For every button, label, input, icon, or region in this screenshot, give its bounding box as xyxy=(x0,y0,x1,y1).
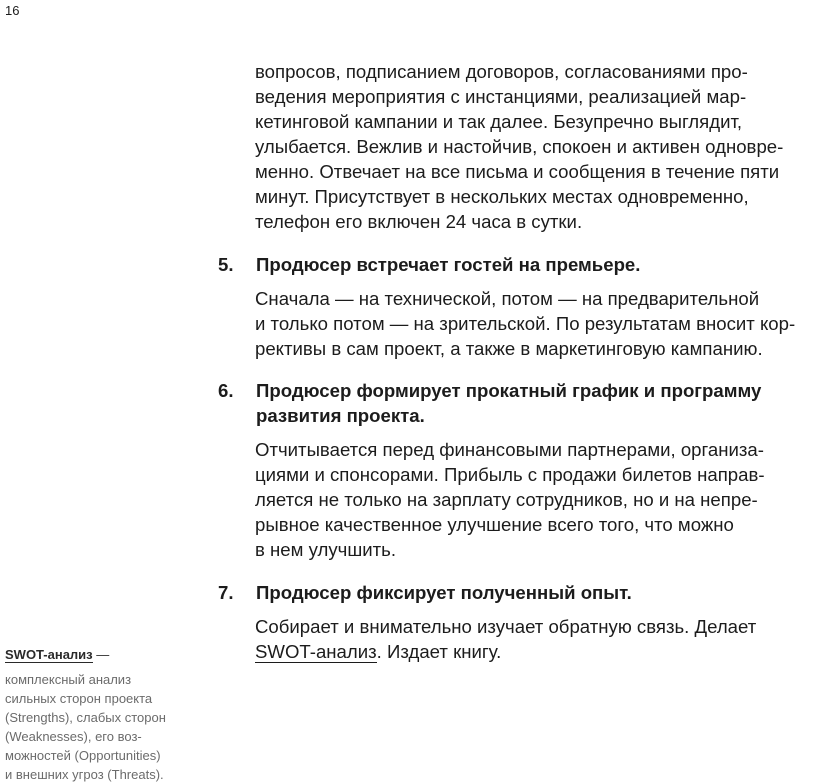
text-line: в нем улучшить. xyxy=(255,539,396,560)
text-line: менно. Отвечает на все письма и сообщения в течение пяти xyxy=(255,161,780,182)
sidenote-line: сильных сторон проекта xyxy=(5,691,153,706)
sidenote-term: SWOT-анализ xyxy=(5,647,93,662)
title-line: Продюсер формирует прокатный график и программу xyxy=(256,380,762,401)
sidenote-heading xyxy=(5,645,205,664)
sidenote-line: комплексный анализ xyxy=(5,672,132,687)
text-line: рывное качественное улучшение всего того, что можно xyxy=(255,514,734,535)
link-trailing-text: . Издает книгу. xyxy=(376,641,502,662)
page-number: 16 xyxy=(5,3,20,18)
text-line: минут. Присутствует в нескольких местах одновременно, xyxy=(255,186,749,207)
text-line: кетинговой кампании и так далее. Безупречно выглядит, xyxy=(255,111,743,132)
title-line: Продюсер фиксирует полученный опыт. xyxy=(256,582,632,603)
text-line: циями и спонсорами. Прибыль с продажи билетов направ- xyxy=(255,464,765,485)
text-line: Сначала — на технической, потом — на предварительной xyxy=(255,288,760,309)
list-item-body-6 xyxy=(255,437,815,562)
text-line-with-link xyxy=(255,639,815,664)
text-line: Отчитывается перед финансовыми партнерами, организа- xyxy=(255,439,764,460)
list-item-body-7 xyxy=(255,614,815,664)
text-line: ведения мероприятия с инстанциями, реализацией мар- xyxy=(255,86,747,107)
list-item-title xyxy=(256,580,808,605)
list-item-number: 5. xyxy=(218,254,234,275)
text-line: ляется не только на зарплату сотрудников, но и на непре- xyxy=(255,489,758,510)
list-item-number: 7. xyxy=(218,582,234,603)
title-line: Продюсер встречает гостей на премьере. xyxy=(256,254,641,275)
sidenote-line: (Strengths), слабых сторон xyxy=(5,710,166,725)
intro-paragraph xyxy=(255,59,815,234)
list-item-title xyxy=(256,252,808,277)
text-line: улыбается. Вежлив и настойчив, спокоен и активен одновре- xyxy=(255,136,784,157)
sidenote-definition xyxy=(5,645,205,784)
sidenote-line: можностей (Opportunities) xyxy=(5,748,161,763)
title-line: развития проекта. xyxy=(256,405,425,426)
sidenote-line: и внешних угроз (Threats). xyxy=(5,767,164,782)
text-line: и только потом — на зрительской. По результатам вносит кор- xyxy=(255,313,796,334)
text-line: Собирает и внимательно изучает обратную связь. Делает xyxy=(255,616,757,637)
sidenote-dash: — xyxy=(92,647,110,662)
text-line: телефон его включен 24 часа в сутки. xyxy=(255,211,583,232)
text-line: вопросов, подписанием договоров, согласованиями про- xyxy=(255,61,748,82)
text-line: рективы в сам проект, а также в маркетинговую кампанию. xyxy=(255,338,763,359)
swot-glossary-link[interactable]: SWOT-анализ xyxy=(255,641,377,662)
list-item-title xyxy=(256,378,808,428)
list-item-number: 6. xyxy=(218,380,234,401)
list-item-body-5 xyxy=(255,286,815,361)
sidenote-line: (Weaknesses), его воз- xyxy=(5,729,142,744)
